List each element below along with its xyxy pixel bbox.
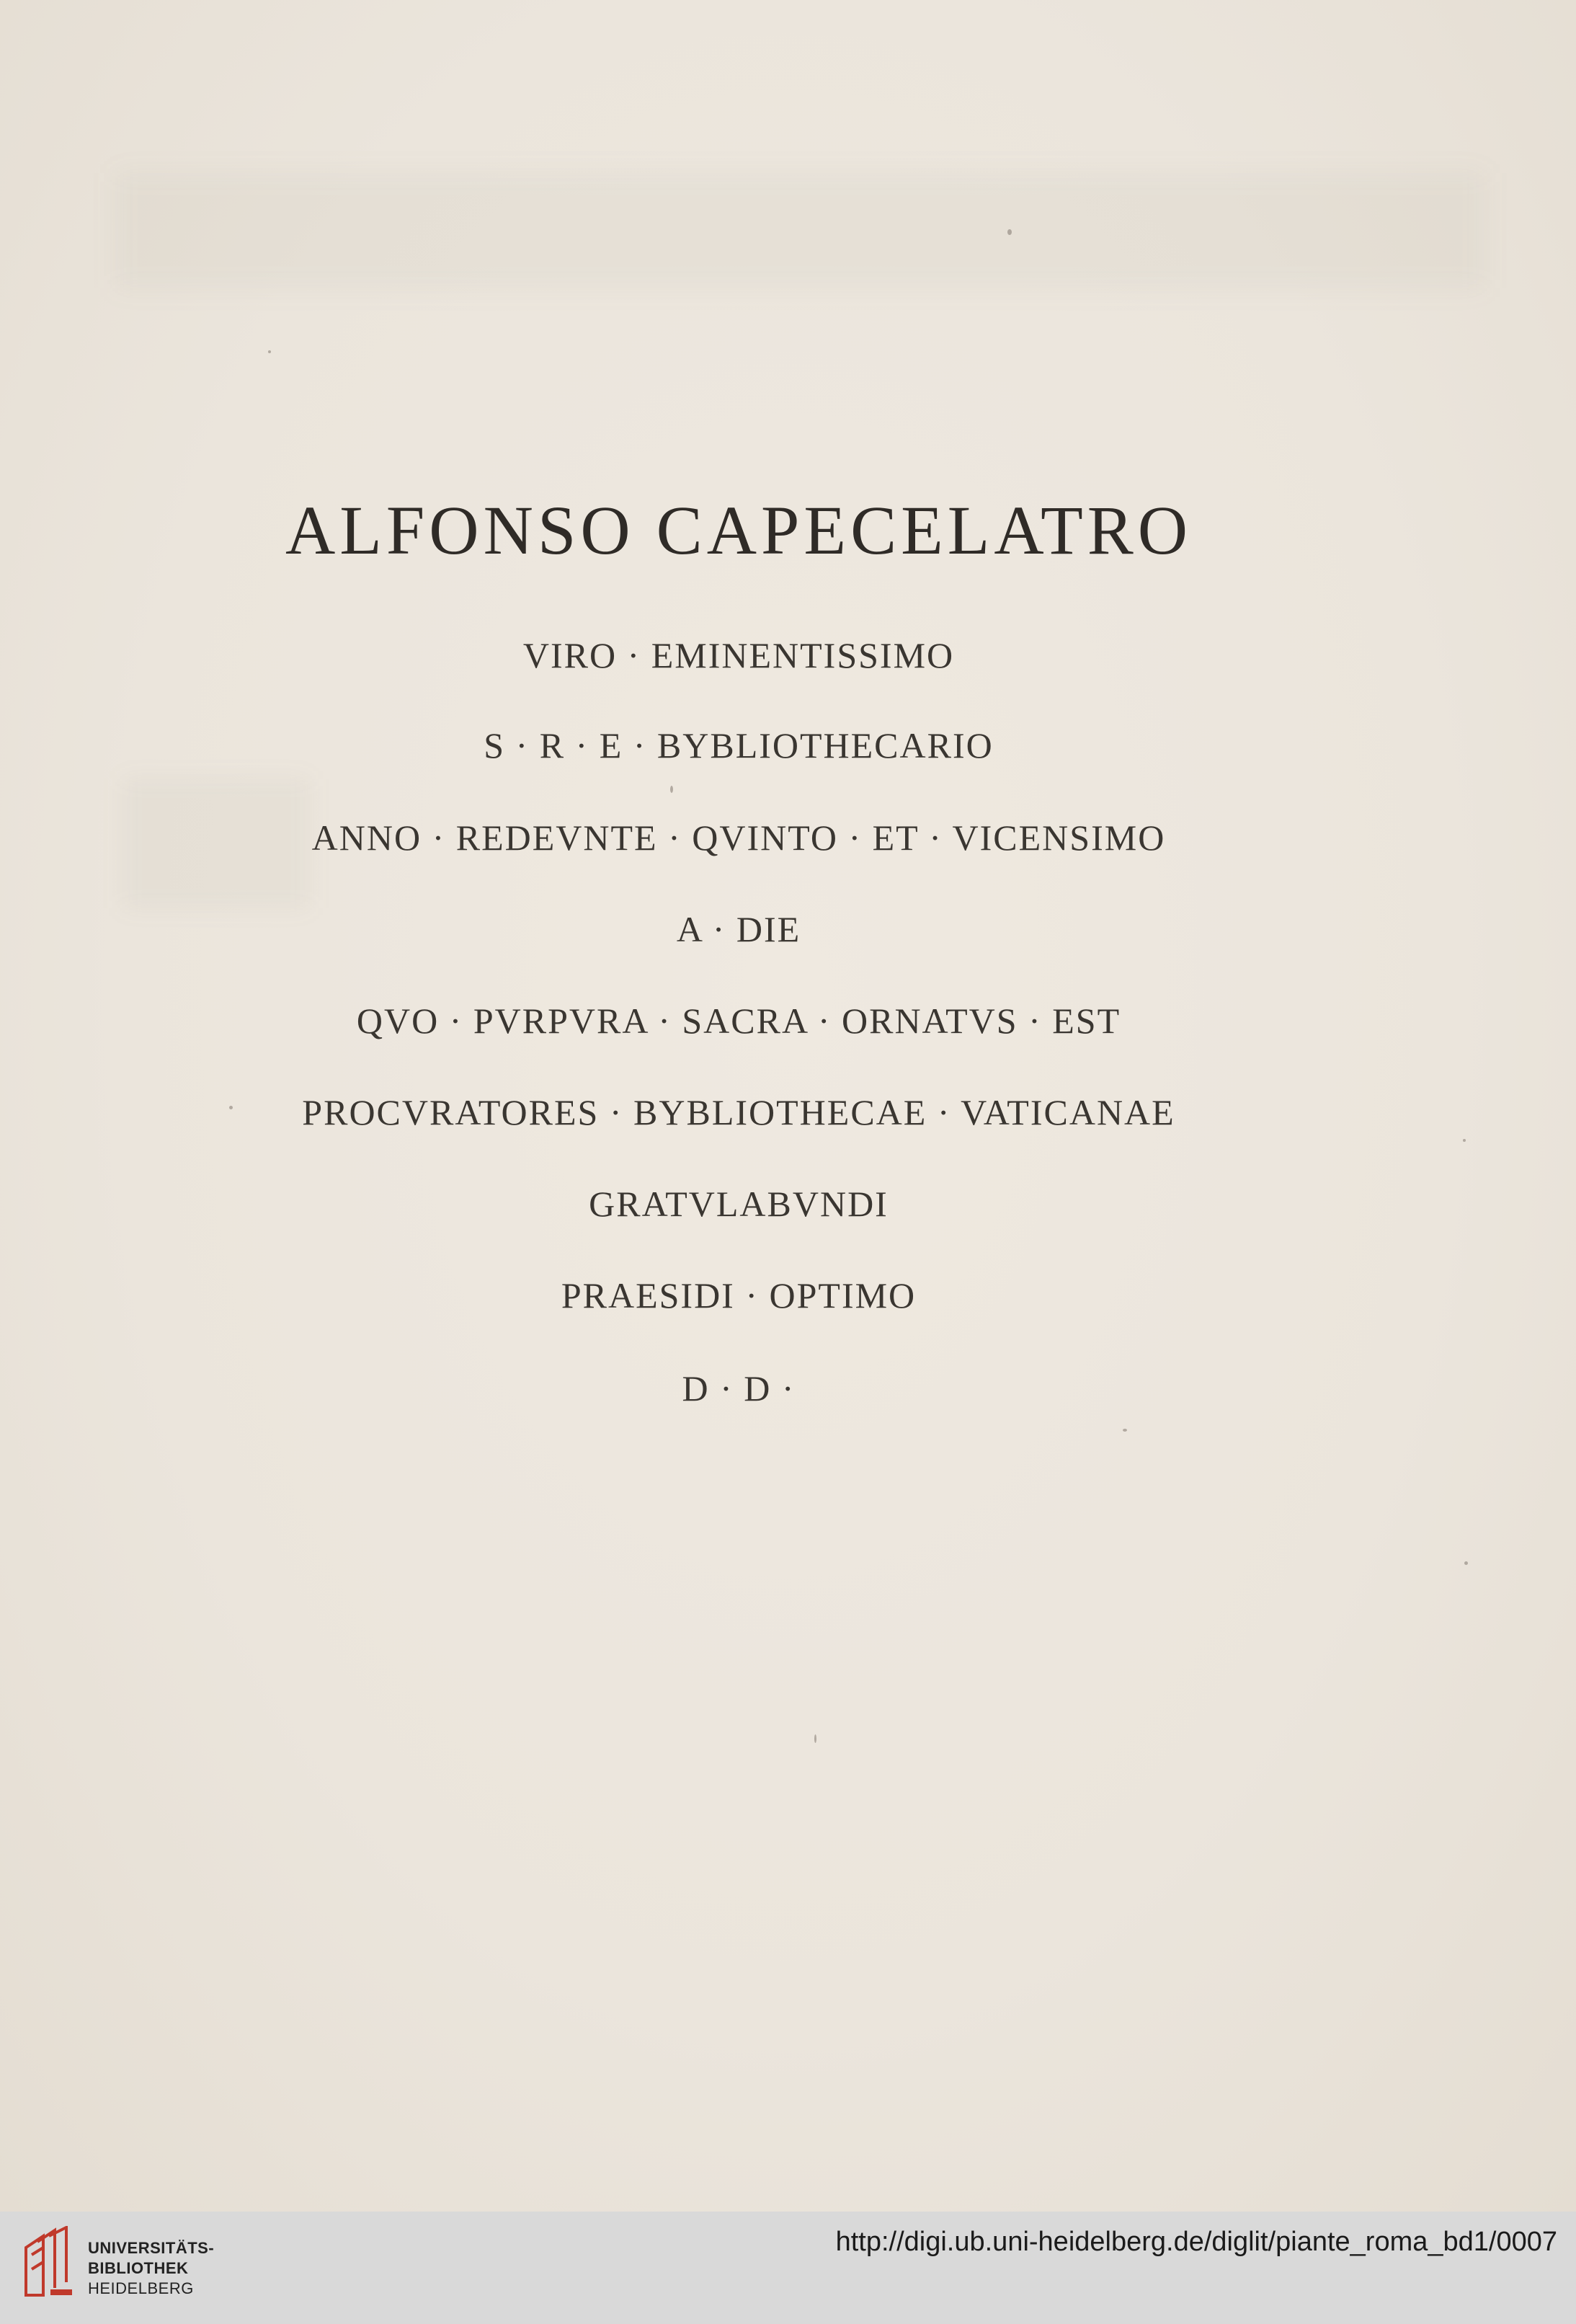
library-name-line: HEIDELBERG bbox=[88, 2279, 194, 2297]
paper-speck bbox=[1464, 1561, 1468, 1565]
dedication-line: D · D · bbox=[682, 1368, 796, 1409]
paper-speck bbox=[1463, 1139, 1466, 1142]
paper-speck bbox=[229, 1106, 233, 1109]
paper-speck bbox=[268, 350, 271, 353]
dedication-line: PRAESIDI · OPTIMO bbox=[561, 1275, 917, 1316]
library-name bbox=[88, 2238, 214, 2299]
dedication-line: VIRO · EMINENTISSIMO bbox=[522, 635, 955, 675]
paper-speck bbox=[1007, 229, 1012, 235]
paper-speck bbox=[814, 1734, 816, 1743]
dedication-title: ALFONSO CAPECELATRO bbox=[285, 492, 1193, 569]
library-name-line: UNIVERSITÄTS- bbox=[88, 2239, 215, 2257]
dedication-line: S · R · E · BYBLIOTHECARIO bbox=[484, 725, 994, 766]
source-url-link[interactable]: http://digi.ub.uni-heidelberg.de/diglit/piante_roma_bd1/0007 bbox=[835, 2227, 1557, 2257]
dedication-line: GRATVLABVNDI bbox=[589, 1184, 889, 1224]
university-library-logo-icon bbox=[22, 2226, 78, 2307]
dedication-line: PROCVRATORES · BYBLIOTHECAE · VATICANAE bbox=[302, 1092, 1175, 1132]
dedication-line: QVO · PVRPVRA · SACRA · ORNATVS · EST bbox=[356, 1001, 1121, 1041]
dedication-line: A · DIE bbox=[676, 909, 801, 949]
paper-speck bbox=[1123, 1429, 1127, 1432]
bleed-through-shadow bbox=[115, 173, 1484, 288]
paper-speck bbox=[670, 786, 673, 793]
dedication-line: ANNO · REDEVNTE · QVINTO · ET · VICENSIMO bbox=[311, 817, 1166, 858]
library-name-line: BIBLIOTHEK bbox=[88, 2259, 189, 2277]
